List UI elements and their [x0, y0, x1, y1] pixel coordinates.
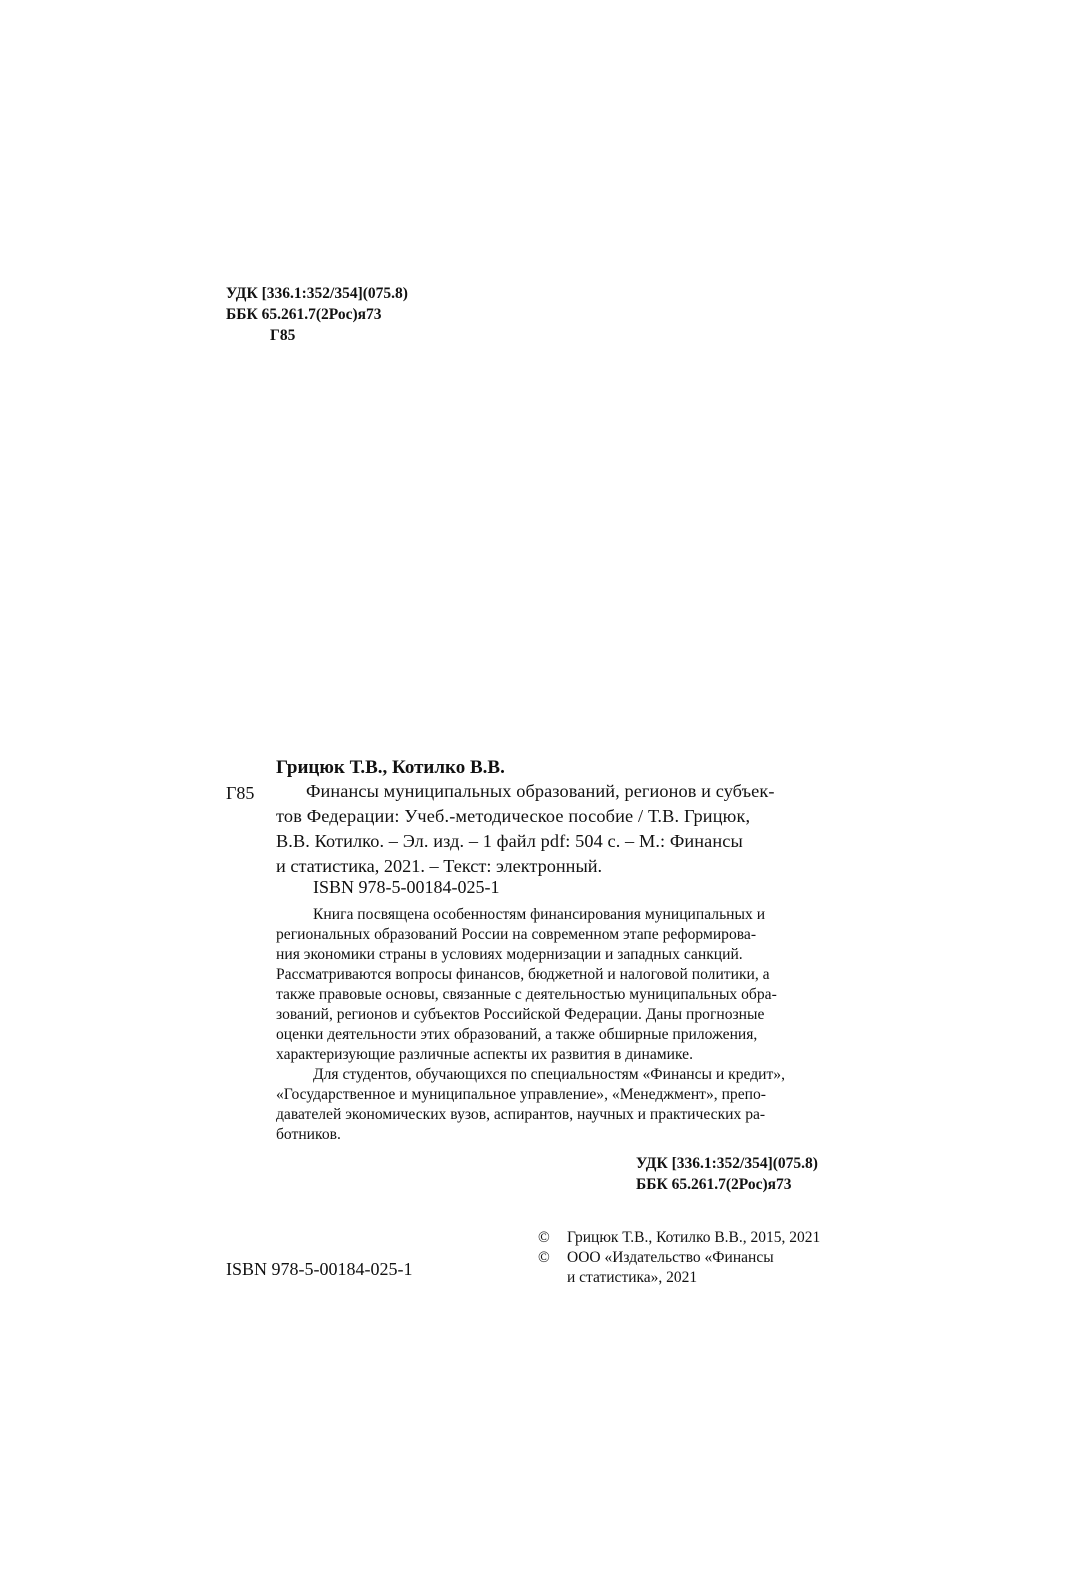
annotation-line: ботников.: [276, 1126, 341, 1143]
annotation-line: зований, регионов и субъектов Российской Федерации. Даны прогнозные: [276, 1006, 765, 1023]
copyright-line: Грицюк Т.В., Котилко В.В., 2015, 2021: [567, 1229, 821, 1246]
annotation-line: характеризующие различные аспекты их развития в динамике.: [276, 1046, 693, 1063]
annotation-line: также правовые основы, связанные с деятельностью муниципальных обра-: [276, 986, 777, 1003]
annotation-line: Для студентов, обучающихся по специальностям «Финансы и кредит»,: [313, 1066, 785, 1083]
description-line: и статистика, 2021. – Текст: электронный.: [276, 856, 603, 876]
annotation-line: Рассматриваются вопросы финансов, бюджетной и налоговой политики, а: [276, 966, 770, 983]
description-line: Финансы муниципальных образований, регионов и субъек-: [306, 781, 775, 801]
annotation-line: давателей экономических вузов, аспирантов, научных и практических ра-: [276, 1106, 766, 1123]
copyright-icon: ©: [538, 1229, 550, 1246]
description-line: тов Федерации: Учеб.-методическое пособие / Т.В. Грицюк,: [276, 806, 751, 826]
copyright-line: ООО «Издательство «Финансы: [567, 1249, 774, 1266]
classification-block-bottom: [636, 1153, 818, 1195]
annotation-line: Книга посвящена особенностям финансирования муниципальных и: [313, 906, 766, 923]
cutter-mark: Г85: [226, 783, 255, 803]
isbn-inner: ISBN 978-5-00184-025-1: [313, 877, 500, 897]
authors-heading: Грицюк Т.В., Котилко В.В.: [276, 757, 505, 778]
annotation-line: «Государственное и муниципальное управление», «Менеджмент», препо-: [276, 1086, 766, 1103]
udk-code: УДК [336.1:352/354](075.8): [226, 285, 408, 302]
copyright-line: и статистика», 2021: [567, 1269, 698, 1286]
isbn-bottom: ISBN 978-5-00184-025-1: [226, 1259, 413, 1279]
copyright-icon: ©: [538, 1249, 550, 1266]
cutter-code: Г85: [270, 327, 296, 344]
description-line: В.В. Котилко. – Эл. изд. – 1 файл pdf: 504 с. – М.: Финансы: [276, 831, 743, 851]
annotation-line: ния экономики страны в условиях модернизации и западных санкций.: [276, 946, 743, 963]
bbk-code: ББК 65.261.7(2Рос)я73: [636, 1176, 792, 1193]
annotation-line: оценки деятельности этих образований, а также обширные приложения,: [276, 1026, 758, 1043]
classification-block-top: [226, 283, 408, 346]
udk-code: УДК [336.1:352/354](075.8): [636, 1155, 818, 1172]
bbk-code: ББК 65.261.7(2Рос)я73: [226, 306, 382, 323]
annotation-line: региональных образований России на современном этапе реформирова-: [276, 926, 757, 943]
